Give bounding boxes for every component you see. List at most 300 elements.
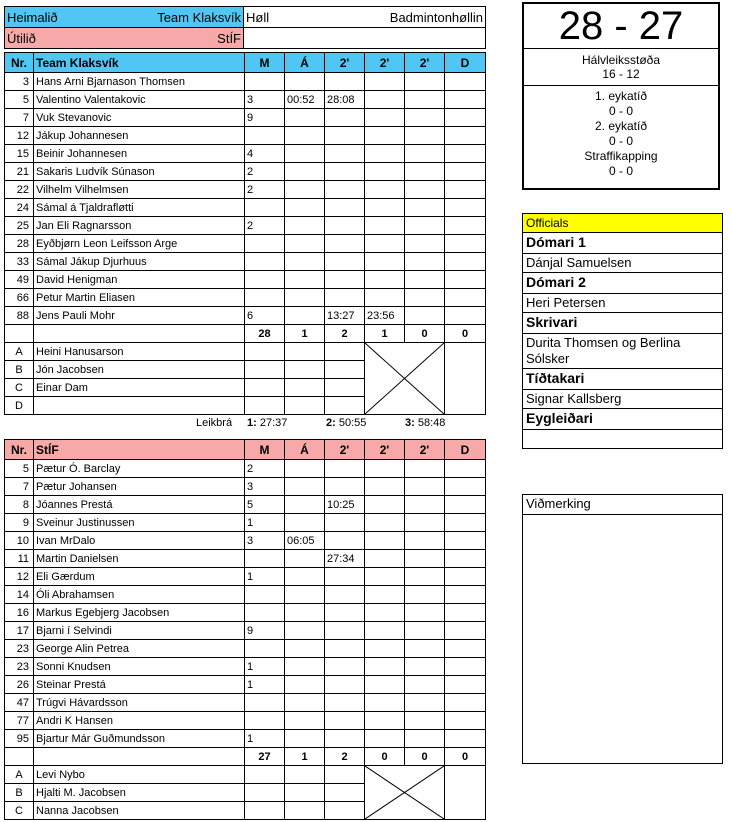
- totals-row: [5, 325, 486, 343]
- score-box: [522, 2, 720, 190]
- player-name: Markus Egebjerg Jacobsen: [34, 604, 245, 622]
- player-suspension-3: [405, 658, 445, 676]
- official-disqualification: [445, 343, 486, 415]
- cross-lines: [365, 766, 444, 819]
- player-suspension-2: [365, 253, 405, 271]
- player-name: Óli Abrahamsen: [34, 586, 245, 604]
- player-name: Eyðbjørn Leon Leifsson Arge: [34, 235, 245, 253]
- player-number: 49: [5, 271, 34, 289]
- official-letter: A: [5, 343, 34, 361]
- player-number: 5: [5, 91, 34, 109]
- player-suspension-1: [325, 127, 365, 145]
- player-suspension-1: [325, 712, 365, 730]
- player-disqualification: [445, 658, 486, 676]
- col-suspension-1: 2': [325, 440, 365, 460]
- player-suspension-3: [405, 307, 445, 325]
- player-goals: 9: [245, 622, 285, 640]
- player-name: Vuk Stevanovic: [34, 109, 245, 127]
- totals-blank: [34, 748, 245, 766]
- player-disqualification: [445, 730, 486, 748]
- player-suspension-3: [405, 568, 445, 586]
- player-name: Beinir Johannesen: [34, 145, 245, 163]
- player-disqualification: [445, 109, 486, 127]
- player-name: Sámal Jákup Djurhuus: [34, 253, 245, 271]
- player-suspension-2: [365, 496, 405, 514]
- player-disqualification: [445, 622, 486, 640]
- player-number: 24: [5, 199, 34, 217]
- supervisor-label: Eygleiðari: [523, 409, 722, 430]
- player-suspension-1: [325, 676, 365, 694]
- player-suspension-2: [365, 127, 405, 145]
- player-warning: [285, 694, 325, 712]
- col-team-name: StÍF: [34, 440, 245, 460]
- match-header: [4, 6, 486, 49]
- official-warning: [285, 784, 325, 802]
- player-warning: [285, 640, 325, 658]
- total-m: 27: [245, 748, 285, 766]
- total-d: 0: [445, 748, 486, 766]
- player-goals: 6: [245, 307, 285, 325]
- col-team-name: Team Klaksvík: [34, 53, 245, 73]
- player-disqualification: [445, 586, 486, 604]
- player-goals: [245, 289, 285, 307]
- player-suspension-2: [365, 163, 405, 181]
- player-name: George Alin Petrea: [34, 640, 245, 658]
- player-suspension-1: [325, 730, 365, 748]
- total-s1: 2: [325, 325, 365, 343]
- away-label: Útilið: [7, 30, 36, 46]
- player-warning: [285, 73, 325, 91]
- player-suspension-1: [325, 586, 365, 604]
- total-d: 0: [445, 325, 486, 343]
- player-disqualification: [445, 145, 486, 163]
- player-goals: 1: [245, 514, 285, 532]
- player-row: [5, 730, 486, 748]
- col-nr: Nr.: [5, 53, 34, 73]
- official-goals: [245, 784, 285, 802]
- scoresheet-left: [4, 6, 485, 820]
- home-team-name: Team Klaksvík: [157, 9, 241, 25]
- player-row: [5, 199, 486, 217]
- player-warning: [285, 289, 325, 307]
- player-suspension-2: [365, 586, 405, 604]
- timeouts-row: [4, 415, 485, 431]
- player-suspension-2: [365, 109, 405, 127]
- player-name: Jóannes Prestá: [34, 496, 245, 514]
- player-name: Ivan MrDalo: [34, 532, 245, 550]
- player-suspension-3: [405, 91, 445, 109]
- player-suspension-1: [325, 217, 365, 235]
- extra-time-section: [524, 86, 718, 179]
- away-team-cell: [5, 28, 244, 49]
- official-disqualification: [445, 766, 486, 820]
- player-suspension-2: [365, 604, 405, 622]
- player-suspension-1: [325, 460, 365, 478]
- player-name: Sveinur Justinussen: [34, 514, 245, 532]
- player-warning: [285, 514, 325, 532]
- official-suspension: [325, 766, 365, 784]
- player-goals: 1: [245, 730, 285, 748]
- official-name: Nanna Jacobsen: [34, 802, 245, 820]
- crossed-out-area: [365, 343, 445, 415]
- player-suspension-1: [325, 568, 365, 586]
- player-suspension-2: [365, 676, 405, 694]
- player-suspension-1: [325, 235, 365, 253]
- player-number: 12: [5, 568, 34, 586]
- player-number: 17: [5, 622, 34, 640]
- player-row: [5, 127, 486, 145]
- team-official-row: [5, 766, 486, 784]
- player-suspension-3: [405, 532, 445, 550]
- penalties-label: Straffikapping: [584, 149, 658, 163]
- official-goals: [245, 379, 285, 397]
- player-warning: [285, 307, 325, 325]
- player-suspension-3: [405, 478, 445, 496]
- player-disqualification: [445, 217, 486, 235]
- player-suspension-1: [325, 640, 365, 658]
- totals-blank: [5, 325, 34, 343]
- col-goals: M: [245, 53, 285, 73]
- totals-blank: [34, 325, 245, 343]
- referee-1-name: Dánjal Samuelsen: [523, 254, 722, 273]
- player-suspension-1: 10:25: [325, 496, 365, 514]
- player-suspension-2: [365, 532, 405, 550]
- player-warning: [285, 568, 325, 586]
- player-suspension-2: [365, 694, 405, 712]
- player-goals: 3: [245, 91, 285, 109]
- player-disqualification: [445, 568, 486, 586]
- player-suspension-3: [405, 676, 445, 694]
- player-suspension-2: [365, 460, 405, 478]
- player-suspension-1: [325, 622, 365, 640]
- player-disqualification: [445, 253, 486, 271]
- col-suspension-2: 2': [365, 440, 405, 460]
- player-goals: [245, 127, 285, 145]
- official-name: Levi Nybo: [34, 766, 245, 784]
- player-goals: [245, 586, 285, 604]
- player-row: [5, 550, 486, 568]
- player-name: Sonni Knudsen: [34, 658, 245, 676]
- player-suspension-1: [325, 289, 365, 307]
- player-warning: [285, 253, 325, 271]
- col-suspension-2: 2': [365, 53, 405, 73]
- col-warning: Á: [285, 440, 325, 460]
- official-letter: C: [5, 802, 34, 820]
- player-suspension-1: 13:27: [325, 307, 365, 325]
- player-disqualification: [445, 478, 486, 496]
- official-letter: B: [5, 361, 34, 379]
- player-goals: [245, 550, 285, 568]
- official-name: [34, 397, 245, 415]
- official-goals: [245, 361, 285, 379]
- referee-2-label: Dómari 2: [523, 273, 722, 294]
- player-name: Jan Eli Ragnarsson: [34, 217, 245, 235]
- player-name: Petur Martin Eliasen: [34, 289, 245, 307]
- away-team-name: StÍF: [217, 30, 241, 46]
- player-goals: 1: [245, 676, 285, 694]
- official-warning: [285, 766, 325, 784]
- player-row: [5, 307, 486, 325]
- player-suspension-2: [365, 658, 405, 676]
- player-goals: [245, 604, 285, 622]
- official-goals: [245, 766, 285, 784]
- player-name: Pætur Johansen: [34, 478, 245, 496]
- player-goals: 2: [245, 163, 285, 181]
- player-goals: 2: [245, 460, 285, 478]
- player-suspension-1: 28:08: [325, 91, 365, 109]
- col-disqualification: D: [445, 53, 486, 73]
- total-m: 28: [245, 325, 285, 343]
- player-suspension-3: [405, 460, 445, 478]
- official-name: Jón Jacobsen: [34, 361, 245, 379]
- col-suspension-1: 2': [325, 53, 365, 73]
- player-suspension-3: [405, 181, 445, 199]
- official-warning: [285, 397, 325, 415]
- remarks-box: [522, 494, 723, 764]
- player-number: 22: [5, 181, 34, 199]
- player-name: Jens Pauli Mohr: [34, 307, 245, 325]
- player-suspension-1: [325, 532, 365, 550]
- player-disqualification: [445, 496, 486, 514]
- final-score: 28 - 27: [524, 4, 718, 49]
- player-goals: 3: [245, 478, 285, 496]
- player-suspension-2: [365, 568, 405, 586]
- player-name: Pætur Ó. Barclay: [34, 460, 245, 478]
- referee-1-label: Dómari 1: [523, 233, 722, 254]
- player-disqualification: [445, 676, 486, 694]
- player-suspension-3: [405, 730, 445, 748]
- player-goals: 5: [245, 496, 285, 514]
- player-number: 25: [5, 217, 34, 235]
- official-warning: [285, 343, 325, 361]
- player-goals: [245, 253, 285, 271]
- player-name: Andri K Hansen: [34, 712, 245, 730]
- player-number: 26: [5, 676, 34, 694]
- player-suspension-1: [325, 658, 365, 676]
- player-suspension-2: [365, 91, 405, 109]
- player-name: Bjarni í Selvindi: [34, 622, 245, 640]
- official-suspension: [325, 343, 365, 361]
- player-suspension-3: [405, 586, 445, 604]
- player-row: [5, 694, 486, 712]
- player-goals: [245, 712, 285, 730]
- player-suspension-2: [365, 73, 405, 91]
- player-suspension-1: 27:34: [325, 550, 365, 568]
- player-suspension-3: [405, 712, 445, 730]
- halftime-section: [524, 49, 718, 86]
- timeout-3-label: 3:: [405, 417, 415, 429]
- cross-lines: [365, 343, 444, 414]
- player-number: 7: [5, 478, 34, 496]
- player-row: [5, 568, 486, 586]
- player-name: Trúgvi Hávardsson: [34, 694, 245, 712]
- player-suspension-2: [365, 514, 405, 532]
- official-letter: D: [5, 397, 34, 415]
- home-label: Heimalið: [7, 9, 58, 25]
- player-disqualification: [445, 235, 486, 253]
- player-suspension-2: 23:56: [365, 307, 405, 325]
- penalties-score: 0 - 0: [608, 164, 633, 178]
- player-row: [5, 586, 486, 604]
- player-suspension-2: [365, 217, 405, 235]
- home-table-header: [5, 53, 486, 73]
- player-warning: [285, 217, 325, 235]
- player-number: 10: [5, 532, 34, 550]
- player-warning: [285, 163, 325, 181]
- player-warning: [285, 622, 325, 640]
- player-suspension-2: [365, 199, 405, 217]
- official-warning: [285, 802, 325, 820]
- player-warning: [285, 478, 325, 496]
- col-disqualification: D: [445, 440, 486, 460]
- player-warning: [285, 460, 325, 478]
- player-suspension-3: [405, 163, 445, 181]
- player-disqualification: [445, 514, 486, 532]
- player-goals: [245, 640, 285, 658]
- player-suspension-1: [325, 181, 365, 199]
- player-number: 95: [5, 730, 34, 748]
- total-s1: 2: [325, 748, 365, 766]
- player-disqualification: [445, 694, 486, 712]
- player-suspension-1: [325, 199, 365, 217]
- player-goals: 9: [245, 109, 285, 127]
- player-suspension-1: [325, 145, 365, 163]
- player-name: Bjartur Már Guðmundsson: [34, 730, 245, 748]
- player-suspension-1: [325, 694, 365, 712]
- player-suspension-2: [365, 550, 405, 568]
- official-name: Hjalti M. Jacobsen: [34, 784, 245, 802]
- player-goals: 4: [245, 145, 285, 163]
- venue-cell: [244, 7, 486, 28]
- player-suspension-3: [405, 127, 445, 145]
- timekeeper-name: Signar Kallsberg: [523, 390, 722, 409]
- player-disqualification: [445, 127, 486, 145]
- player-disqualification: [445, 181, 486, 199]
- player-row: [5, 658, 486, 676]
- player-disqualification: [445, 271, 486, 289]
- player-disqualification: [445, 91, 486, 109]
- timeout-1: 27:37: [259, 417, 288, 429]
- timeout-3: 58:48: [417, 417, 446, 429]
- official-suspension: [325, 379, 365, 397]
- player-disqualification: [445, 712, 486, 730]
- total-s3: 0: [405, 325, 445, 343]
- timeout-2-label: 2:: [326, 417, 336, 429]
- totals-row: [5, 748, 486, 766]
- player-goals: [245, 235, 285, 253]
- player-warning: [285, 712, 325, 730]
- official-name: Einar Dam: [34, 379, 245, 397]
- total-a: 1: [285, 325, 325, 343]
- player-warning: [285, 496, 325, 514]
- venue-label: Høll: [246, 9, 270, 25]
- player-name: Vilhelm Vilhelmsen: [34, 181, 245, 199]
- player-suspension-3: [405, 199, 445, 217]
- col-warning: Á: [285, 53, 325, 73]
- crossed-out-area: [365, 766, 445, 820]
- player-suspension-3: [405, 235, 445, 253]
- official-suspension: [325, 397, 365, 415]
- player-row: [5, 253, 486, 271]
- player-warning: 00:52: [285, 91, 325, 109]
- official-letter: A: [5, 766, 34, 784]
- player-goals: [245, 73, 285, 91]
- player-row: [5, 712, 486, 730]
- player-warning: 06:05: [285, 532, 325, 550]
- player-suspension-3: [405, 73, 445, 91]
- player-warning: [285, 586, 325, 604]
- player-warning: [285, 658, 325, 676]
- extra-time-1-score: 0 - 0: [608, 104, 633, 118]
- player-name: Eli Gærdum: [34, 568, 245, 586]
- official-letter: C: [5, 379, 34, 397]
- player-suspension-1: [325, 604, 365, 622]
- official-goals: [245, 802, 285, 820]
- player-number: 23: [5, 640, 34, 658]
- col-nr: Nr.: [5, 440, 34, 460]
- player-row: [5, 91, 486, 109]
- halftime-label: Hálvleiksstøða: [581, 53, 661, 67]
- player-suspension-3: [405, 514, 445, 532]
- player-suspension-1: [325, 514, 365, 532]
- remarks-title: Viðmerking: [523, 495, 722, 515]
- player-name: Sámal á Tjaldrafløtti: [34, 199, 245, 217]
- official-warning: [285, 379, 325, 397]
- total-s3: 0: [405, 748, 445, 766]
- timeout-2: 50:55: [338, 417, 367, 429]
- col-suspension-3: 2': [405, 53, 445, 73]
- player-number: 11: [5, 550, 34, 568]
- officials-title: Officials: [523, 214, 722, 233]
- extra-time-1-label: 1. eykatíð: [594, 89, 648, 103]
- player-disqualification: [445, 199, 486, 217]
- player-name: Jákup Johannesen: [34, 127, 245, 145]
- scorer-name: Durita Thomsen og Berlina Sólsker: [523, 334, 722, 369]
- player-number: 7: [5, 109, 34, 127]
- player-row: [5, 496, 486, 514]
- player-warning: [285, 271, 325, 289]
- venue-name: Badmintonhøllin: [389, 9, 483, 25]
- player-warning: [285, 676, 325, 694]
- player-name: Martin Danielsen: [34, 550, 245, 568]
- player-disqualification: [445, 460, 486, 478]
- player-disqualification: [445, 307, 486, 325]
- player-number: 23: [5, 658, 34, 676]
- player-number: 33: [5, 253, 34, 271]
- player-row: [5, 217, 486, 235]
- col-suspension-3: 2': [405, 440, 445, 460]
- away-team-table: [4, 439, 486, 820]
- team-official-row: [5, 343, 486, 361]
- player-suspension-3: [405, 604, 445, 622]
- player-row: [5, 271, 486, 289]
- player-suspension-2: [365, 640, 405, 658]
- away-table-header: [5, 440, 486, 460]
- player-suspension-3: [405, 694, 445, 712]
- player-warning: [285, 145, 325, 163]
- official-goals: [245, 343, 285, 361]
- player-number: 28: [5, 235, 34, 253]
- player-row: [5, 145, 486, 163]
- player-number: 3: [5, 73, 34, 91]
- totals-blank: [5, 748, 34, 766]
- home-team-cell: [5, 7, 244, 28]
- player-row: [5, 73, 486, 91]
- player-warning: [285, 730, 325, 748]
- player-suspension-3: [405, 289, 445, 307]
- player-goals: [245, 694, 285, 712]
- extra-time-2-score: 0 - 0: [608, 134, 633, 148]
